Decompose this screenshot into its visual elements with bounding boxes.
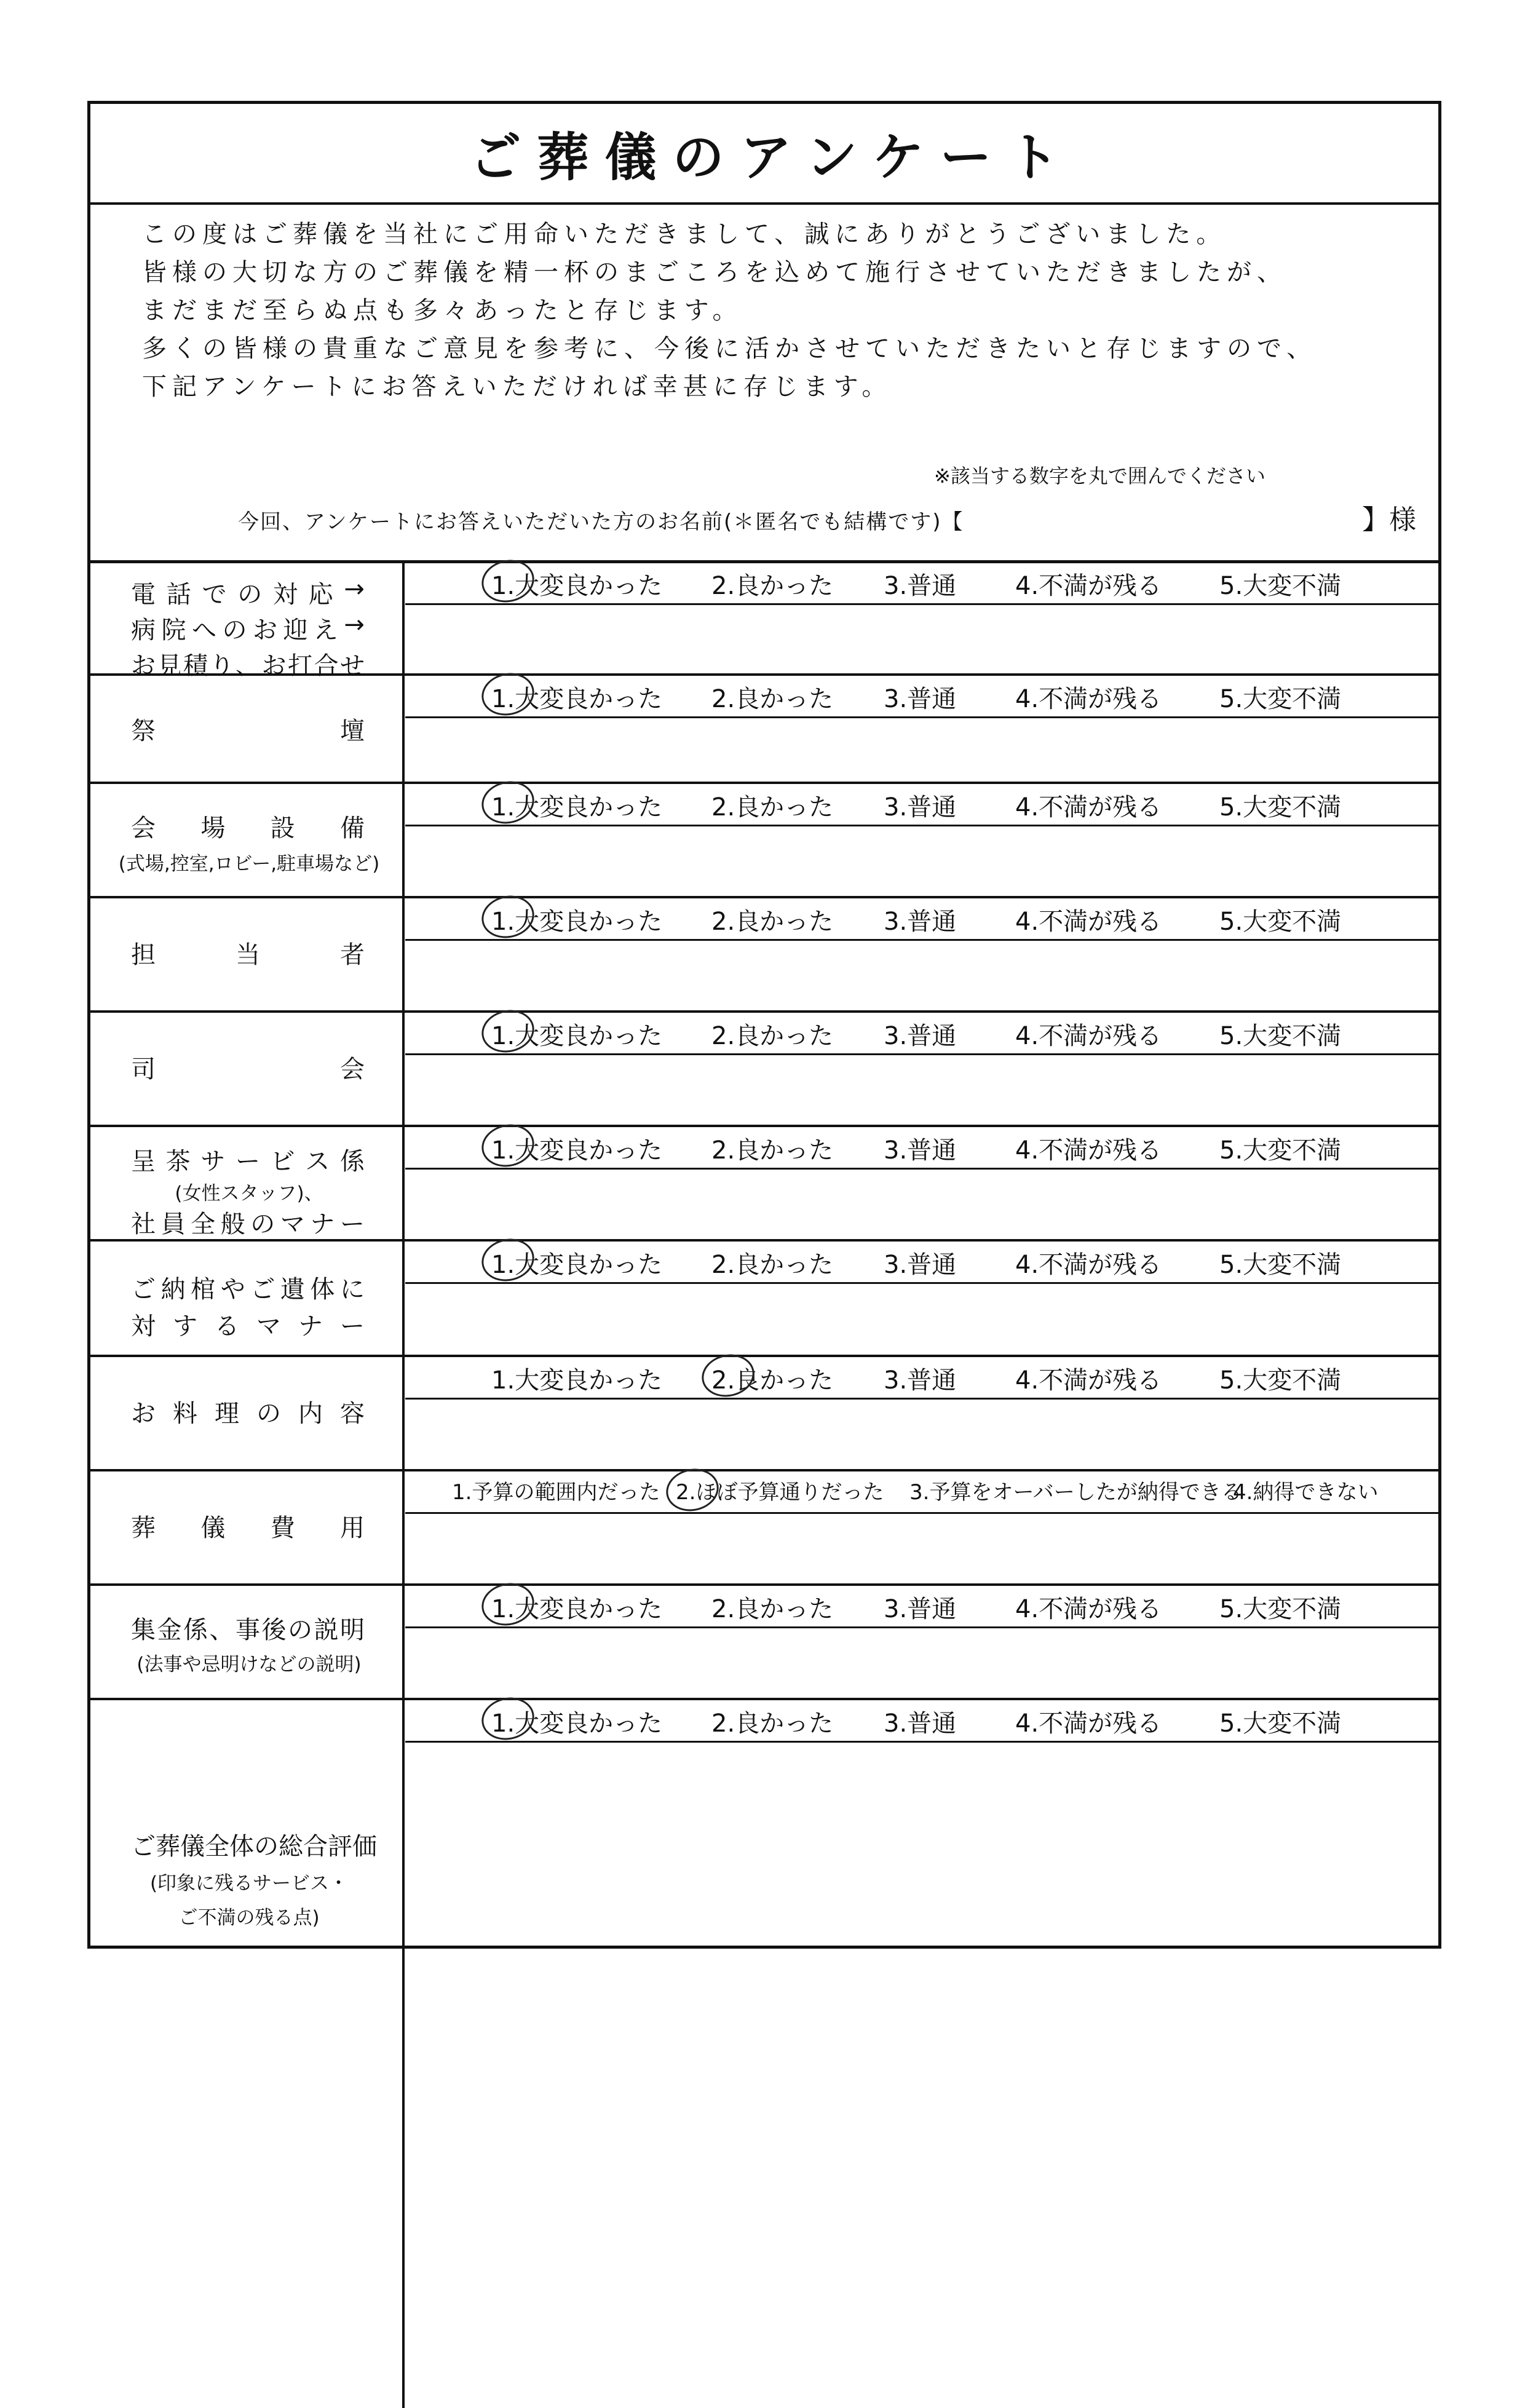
name-field-label: 今回、アンケートにお答えいただいた方のお名前(＊匿名でも結構です)【: [238, 510, 964, 534]
rating-option-4[interactable]: 4.不満が残る: [1015, 793, 1162, 822]
question-label-line: ご 葬 儀 全 体 の 総 合 評 価: [131, 1832, 377, 1861]
rating-option-4[interactable]: 4.不満が残る: [1015, 1366, 1162, 1395]
label-staff: [90, 896, 405, 1010]
label-coffin-manner: [90, 1239, 405, 1355]
rating-options: [405, 673, 1438, 718]
rating-option-4[interactable]: 4.不満が残る: [1015, 1136, 1162, 1165]
rating-option-3[interactable]: 3.普通: [884, 1595, 957, 1623]
rating-option-1[interactable]: 1.大変良かった: [491, 1136, 663, 1165]
rating-option-5[interactable]: 5.大変不満: [1219, 1366, 1342, 1395]
rating-option-1[interactable]: 1.大変良かった: [491, 1022, 663, 1050]
label-food: [90, 1355, 405, 1469]
rating-option-3[interactable]: 3.普通: [884, 1022, 957, 1050]
question-row: [90, 1125, 1438, 1242]
rating-option-5[interactable]: 5.大変不満: [1219, 572, 1342, 600]
question-row: [90, 560, 1438, 680]
rating-option-2[interactable]: 2.良かった: [711, 793, 834, 822]
rating-options: [405, 1583, 1438, 1628]
rating-option-1[interactable]: 1.大変良かった: [491, 1595, 663, 1623]
question-row: [90, 782, 1438, 898]
question-label-line: ご不満の残る点): [178, 1907, 320, 1929]
rating-option-3[interactable]: 3.普通: [884, 1251, 957, 1279]
question-label-line: 社 員 全 般 の マ ナ ー: [131, 1210, 365, 1238]
rating-option-4[interactable]: 4.不満が残る: [1015, 1595, 1162, 1623]
instruction-note: ※該当する数字を丸で囲んでください: [934, 464, 1266, 488]
rating-option-3[interactable]: 3.普通: [884, 1709, 957, 1738]
rating-option-2[interactable]: 2.良かった: [711, 908, 834, 936]
question-row: [90, 1239, 1438, 1357]
question-label-line: (法事や忌明けなどの説明): [137, 1654, 362, 1676]
rating-option-5[interactable]: 5.大変不満: [1219, 793, 1342, 822]
rating-option-2[interactable]: 2.良かった: [711, 685, 834, 713]
rating-option-4[interactable]: 4.不満が残る: [1015, 1251, 1162, 1279]
rating-option-1[interactable]: 1.大変良かった: [491, 572, 663, 600]
rating-option-3[interactable]: 3.普通: [884, 793, 957, 822]
label-tea-service: [90, 1125, 405, 1239]
survey-form: [87, 101, 1441, 1949]
rating-options: [405, 1698, 1438, 1743]
rating-option-2[interactable]: 2.ほぼ予算通りだった: [676, 1480, 884, 1505]
rating-option-1[interactable]: 1.大変良かった: [491, 1366, 663, 1395]
rating-option-4[interactable]: 4.不満が残る: [1015, 1709, 1162, 1738]
rating-option-2[interactable]: 2.良かった: [711, 1136, 834, 1165]
rating-option-4[interactable]: 4.不満が残る: [1015, 1022, 1162, 1050]
rating-option-5[interactable]: 5.大変不満: [1219, 1136, 1342, 1165]
label-collection: [90, 1583, 405, 1698]
rating-option-2[interactable]: 2.良かった: [711, 1022, 834, 1050]
label-cost: [90, 1469, 405, 1583]
rating-option-4[interactable]: 4.不満が残る: [1015, 572, 1162, 600]
name-field-suffix: 】様: [1362, 504, 1416, 536]
rating-option-3[interactable]: 3.予算をオーバーしたが納得できる: [909, 1480, 1242, 1505]
intro-line: 多くの皆様の貴重なご意見を参考に、今後に活かさせていただきたいと存じますので、: [142, 335, 1317, 363]
question-label-line: (印象に残るサービス・: [149, 1872, 349, 1895]
label-phone: [90, 560, 405, 680]
rating-options: [405, 1125, 1438, 1170]
label-venue: [90, 782, 405, 896]
rating-option-1[interactable]: 1.大変良かった: [491, 793, 663, 822]
rating-option-1[interactable]: 1.予算の範囲内だった: [452, 1480, 660, 1505]
rating-option-3[interactable]: 3.普通: [884, 685, 957, 713]
rating-options: [405, 1355, 1438, 1400]
question-row: [90, 1583, 1438, 1700]
label-altar: [90, 673, 405, 782]
rating-option-5[interactable]: 5.大変不満: [1219, 908, 1342, 936]
rating-options: [405, 1469, 1438, 1514]
question-label-line: 対 す る マ ナ ー: [131, 1312, 365, 1341]
question-label-line: 呈 茶 サ ー ビ ス 係: [131, 1147, 365, 1176]
rating-option-4[interactable]: 4.不満が残る: [1015, 685, 1162, 713]
question-label-line: 病 院 へ の お 迎 え →: [131, 611, 365, 644]
page-title: ご葬儀のアンケート: [469, 127, 1075, 188]
question-label-line: 担 当 者: [131, 941, 365, 969]
intro-line: 皆様の大切な方のご葬儀を精一杯のまごころを込めて施行させていただきましたが、: [142, 258, 1287, 287]
intro-section: [90, 202, 1438, 563]
question-label-line: 葬 儀 費 用: [131, 1514, 365, 1542]
rating-option-1[interactable]: 1.大変良かった: [491, 1251, 663, 1279]
rating-options: [405, 1010, 1438, 1055]
question-label-line: 会 場 設 備: [131, 814, 365, 842]
question-row: [90, 1698, 1438, 2408]
rating-option-1[interactable]: 1.大変良かった: [491, 685, 663, 713]
rating-options: [405, 896, 1438, 941]
question-label-line: (式場,控室,ロビー,駐車場など): [118, 853, 380, 875]
question-label-line: お 料 理 の 内 容: [131, 1400, 365, 1428]
question-label-line: ご 納 棺 や ご 遺 体 に: [131, 1275, 365, 1304]
selection-circle-mark: [662, 1464, 723, 1516]
rating-option-3[interactable]: 3.普通: [884, 572, 957, 600]
rating-option-3[interactable]: 3.普通: [884, 908, 957, 936]
rating-option-3[interactable]: 3.普通: [884, 1366, 957, 1395]
rating-option-2[interactable]: 2.良かった: [711, 1709, 834, 1738]
rating-option-5[interactable]: 5.大変不満: [1219, 1709, 1342, 1738]
intro-line: この度はご葬儀を当社にご用命いただきまして、誠にありがとうございました。: [142, 220, 1227, 248]
question-label-line: (女性スタッフ)、: [175, 1182, 323, 1205]
question-row: [90, 1010, 1438, 1127]
question-label-line: 祭 壇: [131, 717, 365, 745]
question-row: [90, 1469, 1438, 1586]
rating-option-4[interactable]: 4.不満が残る: [1015, 908, 1162, 936]
question-row: [90, 896, 1438, 1013]
rating-option-5[interactable]: 5.大変不満: [1219, 1251, 1342, 1279]
rating-option-3[interactable]: 3.普通: [884, 1136, 957, 1165]
rating-option-2[interactable]: 2.良かった: [711, 1251, 834, 1279]
intro-line: 下記アンケートにお答えいただければ幸甚に存じます。: [142, 373, 892, 401]
rating-option-2[interactable]: 2.良かった: [711, 1595, 834, 1623]
rating-option-5[interactable]: 5.大変不満: [1219, 1022, 1342, 1050]
question-row: [90, 1355, 1438, 1471]
question-label-line: お 見 積 り 、 お 打 合 せ: [131, 652, 365, 680]
rating-option-5[interactable]: 5.大変不満: [1219, 685, 1342, 713]
question-label-line: 電 話 で の 対 応 →: [131, 575, 365, 609]
rating-option-1[interactable]: 1.大変良かった: [491, 908, 663, 936]
question-label-line: 司 会: [131, 1055, 365, 1083]
rating-options: [405, 560, 1438, 605]
rating-option-5[interactable]: 5.大変不満: [1219, 1595, 1342, 1623]
label-overall: [90, 1698, 405, 2408]
rating-option-2[interactable]: 2.良かった: [711, 1366, 834, 1395]
rating-options: [405, 1239, 1438, 1284]
label-mc: [90, 1010, 405, 1125]
question-table: [90, 560, 1438, 1946]
rating-options: [405, 782, 1438, 826]
rating-option-4[interactable]: 4.納得できない: [1233, 1480, 1379, 1505]
question-label-line: 集 金 係 、 事 後 の 説 明: [131, 1616, 365, 1644]
title-box: [90, 104, 1438, 205]
rating-option-2[interactable]: 2.良かった: [711, 572, 834, 600]
rating-option-1[interactable]: 1.大変良かった: [491, 1709, 663, 1738]
intro-line: まだまだ至らぬ点も多々あったと存じます。: [142, 296, 743, 325]
question-row: [90, 673, 1438, 784]
